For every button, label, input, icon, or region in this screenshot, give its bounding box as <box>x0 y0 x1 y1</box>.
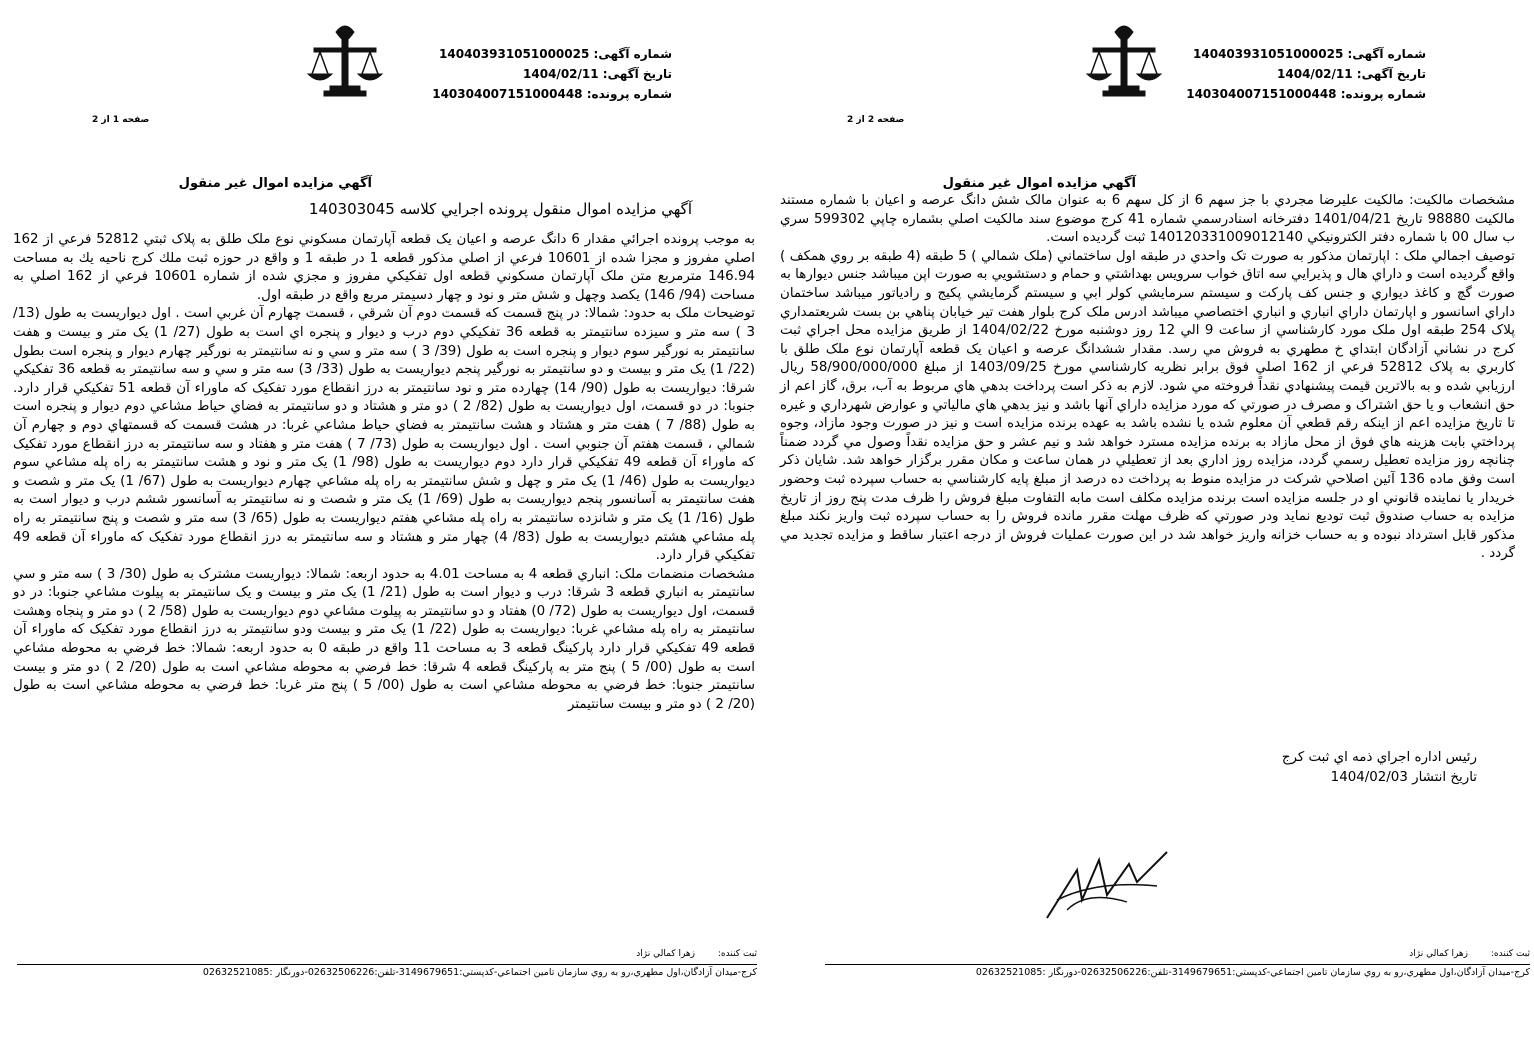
office-address: كرج-ميدان آزادگان،اول مطهري،رو به روي سازمان تامين اجتماعي-كدپستي:3149679651-تلفن:02632506226-دورنگار :02632521085 <box>202 967 757 978</box>
file-number-row <box>432 84 672 104</box>
notice-subheading: آگهي مزايده اموال منقول پرونده اجرايي كلاسه 140303045 <box>308 200 692 218</box>
signature-scribble-icon <box>1037 840 1177 930</box>
scales-of-justice-icon <box>1079 18 1169 138</box>
ad-number-value: 140403931051000025 <box>439 47 590 61</box>
auction-terms-paragraph: توصيف اجمالي ملک : اپارتمان مذكور به صورت تک واحدي در طبقه اول ساختماني (ملک شمالي ) 5 طبقه (4 طبقه بر روي همكف ) واقع گرديده است و داراي هال و پذيرايي سه اتاق خواب سرويس بهداشتي و حمام و دستشويي به صورت اپن ميباشد جنس ديوارها به صورت گچ و كاغذ ديواري و جنس كف پاركت و سيستم سرمايشي كولر ابي و سيستم گرمايشي پكيج و رادياتور ميباشد ساختمان داراي اسانسور و اپارتمان داراي انباري و انباري اختصاصي ميباشد ادرس ملک كرج بلوار هفت تير خيابان پناهي بن بست شريعتمداري پلاک 254 طبقه اول ملک مورد كارشناسي از ساعت 9 الي 12 روز دوشنبه مورخ 1404/02/22 از طريق مزايده محل اجراي ثبت كرج در نشاني آزادگان ابتداي خ مطهري به فروش مي رسد. مقدار ششدانگ عرصه و اعيان يک قطعه آپارتمان نوع ملک طلق با كاربري به پلاک 52812 فرعي از 162 اصلي فوق برابر نظريه كارشناسي مورخ 1403/09/25 از مبلغ 58/900/000/000 ريال ارزيابي شده و به بالاترين قيمت پيشنهادي نقداً فروخته مي شود. لازم به ذكر است پرداخت بدهي هاي مربوط به آب، برق، گاز اعم از حق انشعاب و يا حق اشتراک و مصرف در صورتي كه مورد مزايده داراي آنها باشد و نيز بدهي هاي مالياتي و عوارض شهرداري و غيره تا تاريخ مزايده اعم از اينكه رقم قطعي آن معلوم شده يا نشده باشد به عهده برنده مزايده است و نيز در صورت وجود مازاد، وجوه پرداختي بابت هزينه هاي فوق از محل مازاد به برنده مزايده مسترد خواهد شد و نيم عشر و حق مزايده نقداً وصول مي گردد ضمناً چنانچه روز مزايده تعطيل رسمي گردد، مزايده روز اداري بعد از تعطيلي در همان ساعت و مكان مقرر برگزار خواهد شد. شايان ذكر است وفق ماده 136 آئين اصلاحي شركت در مزايده منوط به پرداخت ده درصد از مبلغ پايه كارشناسي به حساب سپرده ثبت وحضور خريدار يا نماينده قانوني او در جلسه مزايده است برنده مزايده مكلف است مابه التفاوت مبلغ فروش را ظرف مدت پنج روز از تاريخ مزايده به حساب صندوق ثبت توديع نمايد ودر صورتي كه ظرف مهلت مقرر مانده فروش را به حساب سپرده ثبت واريز نكند مبلغ مذكور قابل استرداد نبوده و به حساب خزانه واريز خواهد شد در اين صورت عمليات فروش از درجه اعتبار ساقط و مزايده تجديد مي گردد . <box>780 248 1516 562</box>
notice-heading: آگهي مزايده اموال غير منقول <box>942 176 1136 191</box>
footer-divider <box>825 964 1530 965</box>
notice-body <box>780 192 1515 564</box>
judiciary-emblem-logo <box>300 18 390 138</box>
property-boundaries-paragraph: توضيحات ملک به حدود: شمالا: در پنج قسمت كه قسمت دوم آن شرقي ، قسمت چهارم آن غربي است . اول ديواريست به طول (13/ 3 ) سه متر و سيزده سانتيمتر به قطعه 36 تفكيكي دوم درب و ديوار و پنجره اي است به طول (27/ 1) يک متر و بيست و هفت سانتيمتر به نورگير سوم ديوار و پنجره است به طول (39/ 3 ) سه متر و سي و نه سانتيمتر به نورگير چهارم ديوار و پنجره است بطول (22/ 1) يک متر و بيست و دو سانتيمتر به نورگير پنجم ديواريست به طول (33/ 3) سه متر و سي و سه سانتيمتر به قطعه 36 تفكيكي شرقا: ديواريست به طول (90/ 14) چهارده متر و نود سانتيمتر به درز انقطاع مورد تفكيک كه ماوراء آن قطعه 51 تفكيكي قرار دارد. جنوبا: در دو قسمت، اول ديواريست به طول (82/ 2 ) دو متر و هشتاد و دو سانتيمتر به فضاي حياط مشاعي دوم ديوار و پنجره است به طول (88/ 7 ) هفت متر و هشتاد و هشت سانتيمتر به فضاي حياط مشاعي غربا: در هشت قسمت كه قسمتهاي دوم و چهارم آن شمالي ، قسمت هفتم آن جنوبي است . اول ديواريست به طول (73/ 7 ) هفت متر و هفتاد و سه سانتيمتر به درز انقطاع مورد تفكيک كه ماوراء آن قطعه 49 تفكيكي قرار دارد دوم ديواريست به طول (98/ 1) يک متر و نود و هشت سانتيمتر به راه پله مشاعي سوم ديواريست به طول (46/ 1) يک متر و چهل و شش سانتيمتر به راه پله مشاعي چهارم ديواريست به طول (67/ 1) يک متر و شصت و هفت سانتيمتر به آسانسور پنجم ديواريست به طول (69/ 1) يک متر و شصت و نه سانتيمتر به آسانسور ششم درب و ديوار است به طول (16/ 1) يک متر و شانزده سانتيمتر به راه پله مشاعي هفتم ديواريست به طول (65/ 3) سه متر و شصت و پنج سانتيمتر به راه پله مشاعي هشتم ديواريست به طول (83/ 4) چهار متر و هشتاد و سه سانتيمتر به درز انقطاع مورد تفكيک كه ماوراء آن قطعه 49 تفكيكي قرار دارد. <box>13 306 756 564</box>
signoff-title: رئيس اداره اجراي ذمه اي ثبت كرج <box>1281 750 1477 765</box>
signoff-block <box>1282 748 1477 788</box>
ad-date-row <box>1186 64 1426 84</box>
property-description-paragraph: به موجب پرونده اجرائي مقدار 6 دانگ عرصه و اعيان يک قطعه آپارتمان مسكوني نوع ملک طلق به پلاک ثبتي 52812 فرعي از 162 اصلي مفروز و مجزا شده از 10601 فرعي از اصلي مذكور قطعه 1 در طبقه 1 و واقع در حوزه ثبت ملك كرج ناحيه يك به مساحت 146.94 مترمربع متن ملک آپارتمان مسكوني قطعه اول تفكيكي مفروز و مجزي شده از شماره 10601 فرعي از 162 اصلي به مساحت (94/ 146) يكصد وچهل و شش متر و نود و چهار دسيمتر مربع واقع در طبقه اول. <box>13 232 756 303</box>
ad-number-row <box>1186 44 1426 64</box>
ad-number-value: 140403931051000025 <box>1193 47 1344 61</box>
registrar-label: ثبت كننده: <box>1490 949 1530 959</box>
registrar-name: زهرا كمالي نژاد <box>636 949 696 959</box>
property-annexes-paragraph: مشخصات منضمات ملک: انباري قطعه 4 به مساحت 4.01 به حدود اربعه: شمالا: ديواريست مشترک به طول (30/ 3 ) سه متر و سي سانتيمتر به انباري قطعه 3 شرقا: درب و ديوار است به طول (21/ 1) يک متر و بيست و يک سانتيمتر به پيلوت مشاعي جنوبا: در دو قسمت، اول ديواريست به طول (72/ 0) هفتاد و دو سانتيمتر به پيلوت مشاعي دوم ديواريست به طول (58/ 2 ) دو متر و پنجاه وهشت سانتيمتر به راه پله مشاعي غربا: ديواريست به طول (22/ 1) يک متر و بيست ودو سانتيمتر به درز انقطاع مورد تفكيک كه ماوراء آن قطعه 49 تفكيكي قرار دارد پاركينگ قطعه 3 به مساحت 11 واقع در طبقه 0 به حدود اربعه: شمالا: خط فرضي به محوطه مشاعي است به طول (00/ 5 ) پنج متر به پاركينگ قطعه 4 شرقا: خط فرضي به محوطه مشاعي است به طول (20/ 2 ) دو متر و بيست سانتيمتر جنوبا: خط فرضي به محوطه مشاعي است به طول (00/ 5 ) پنج متر غربا: خط فرضي به محوطه مشاعي است به طول (20/ 2 ) دو متر و بيست سانتيمتر <box>13 566 755 712</box>
ad-number-label: شماره آگهی: <box>1347 47 1426 61</box>
registrar-line <box>1409 949 1530 959</box>
handwritten-signature <box>1037 840 1177 930</box>
registrar-line <box>636 949 757 959</box>
ad-date-value: 1404/02/11 <box>523 67 599 81</box>
file-number-row <box>1186 84 1426 104</box>
ad-number-row <box>432 44 672 64</box>
notice-body <box>13 231 755 714</box>
office-address: كرج-ميدان آزادگان،اول مطهري،رو به روي سازمان تامين اجتماعي-كدپستي:3149679651-تلفن:02632506226-دورنگار :02632521085 <box>975 967 1530 978</box>
ad-date-label: تاریخ آگهی: <box>1356 67 1426 81</box>
footer-divider <box>17 964 757 965</box>
page-indicator: صفحه 1 از 2 <box>92 115 150 125</box>
ad-date-row <box>432 64 672 84</box>
ad-date-label: تاریخ آگهی: <box>602 67 672 81</box>
scales-of-justice-icon <box>300 18 390 138</box>
ad-date-value: 1404/02/11 <box>1277 67 1353 81</box>
file-number-label: شماره پرونده: <box>1340 87 1426 101</box>
file-number-value: 140304007151000448 <box>1186 87 1337 101</box>
notice-heading: آگهي مزايده اموال غير منقول <box>178 176 372 191</box>
publish-date: تاريخ انتشار 1404/02/03 <box>1330 770 1477 785</box>
notice-page-2 <box>767 0 1534 1040</box>
page-indicator: صفحه 2 از 2 <box>847 115 905 125</box>
notice-metadata <box>1186 44 1426 104</box>
registrar-label: ثبت كننده: <box>717 949 757 959</box>
registrar-name: زهرا كمالي نژاد <box>1409 949 1469 959</box>
file-number-label: شماره پرونده: <box>586 87 672 101</box>
notice-metadata <box>432 44 672 104</box>
ad-number-label: شماره آگهی: <box>593 47 672 61</box>
judiciary-emblem-logo <box>1079 18 1169 138</box>
ownership-paragraph: مشخصات مالكيت: مالكيت عليرضا مجردي با جز سهم 6 از كل سهم 6 به عنوان مالک شش دانگ عرصه و اعيان با شماره مستند مالكيت 98880 تاريخ 1401/04/21 دفترخانه اسنادرسمي شماره 41 كرج موضوع سند مالكيت اصلي بشماره چاپي 599302 سري ب سال 00 با شماره دفتر الكترونيكي 140120331009012140 ثبت گرديده است. <box>780 193 1515 246</box>
file-number-value: 140304007151000448 <box>432 87 583 101</box>
